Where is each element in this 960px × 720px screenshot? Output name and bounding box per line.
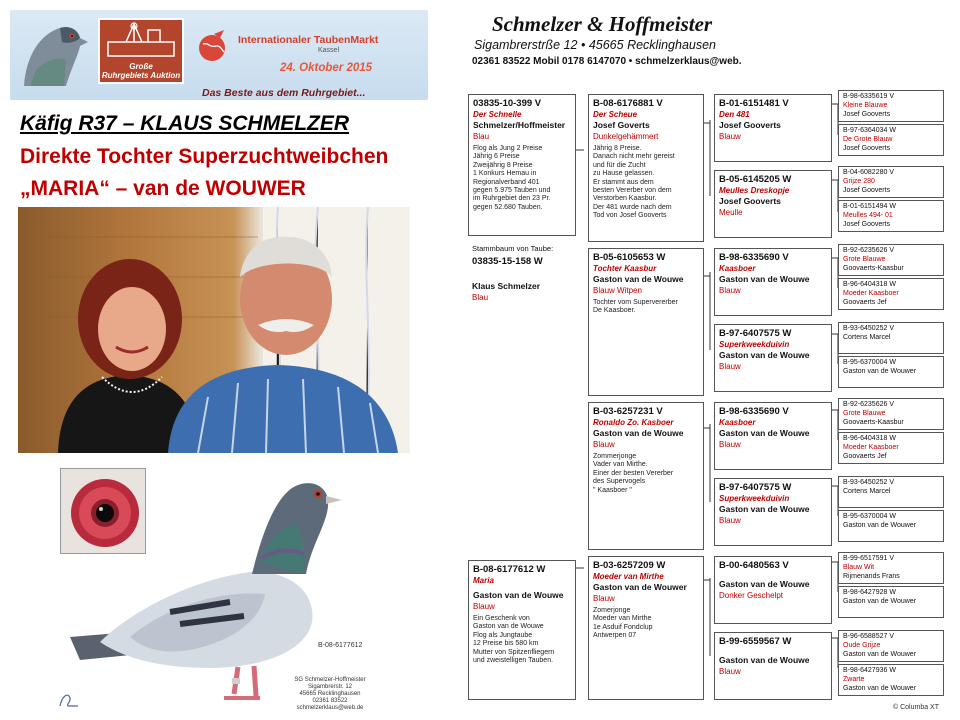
description-line-1: Direkte Tochter Superzuchtweibchen bbox=[20, 145, 389, 168]
pigeon-owner: Josef Gooverts bbox=[719, 196, 781, 206]
ring-number: B-95-6370004 W bbox=[843, 513, 896, 520]
pedigree-gen2-box bbox=[588, 402, 704, 550]
ring-number: B-04-6082280 V bbox=[843, 169, 894, 176]
note-line: Danach nicht mehr gereist bbox=[593, 153, 675, 161]
pigeon-owner: Goovaerts Jef bbox=[843, 299, 887, 306]
pigeon-name: Grote Blauwe bbox=[843, 256, 886, 263]
bird-ring-label: B-08-6177612 bbox=[318, 642, 363, 649]
pigeon-color: Blauw bbox=[719, 132, 741, 141]
ring-number: B-98-6335690 V bbox=[719, 252, 789, 263]
pigeon-owner: Josef Gooverts bbox=[843, 221, 891, 228]
pigeon-color: Dunkelgehämmert bbox=[593, 132, 659, 141]
pedigree-gen3-box bbox=[714, 170, 832, 238]
note-line: Gaston van de Wouwe bbox=[473, 623, 544, 631]
note-line: Regionalverband 401 bbox=[473, 178, 540, 186]
note-line: besten Vererber von dem bbox=[593, 187, 672, 195]
note-line: gegen 5.975 Tauben und bbox=[473, 187, 551, 195]
pigeon-name: Moeder Kaasboer bbox=[843, 290, 899, 297]
pedigree-mother bbox=[468, 560, 576, 700]
breeders-photo bbox=[18, 207, 410, 453]
note-line: Verstorben Kaasbur. bbox=[593, 195, 657, 203]
pigeon-name: Superkweekduivin bbox=[719, 340, 790, 349]
ring-number: B-08-6176881 V bbox=[593, 98, 663, 109]
ring-number: B-98-6427936 W bbox=[843, 667, 896, 674]
pedigree-subject bbox=[468, 240, 576, 556]
pedigree-gen3-box bbox=[714, 402, 832, 470]
ring-number: B-01-6151494 W bbox=[843, 203, 896, 210]
pigeon-owner: Goovaerts-Kaasbur bbox=[843, 419, 904, 426]
pigeon-color: Blauw bbox=[719, 362, 741, 371]
pigeon-name: Den 481 bbox=[719, 110, 750, 119]
pedigree-gen4-box bbox=[838, 552, 944, 584]
pigeon-head-logo bbox=[16, 16, 90, 88]
ring-number: B-03-6257231 V bbox=[593, 406, 663, 417]
note-line: Flog als Jung 2 Preise bbox=[473, 145, 543, 152]
ring-number: B-00-6480563 V bbox=[719, 560, 789, 571]
market-date: 24. Oktober 2015 bbox=[280, 62, 373, 74]
pigeon-owner: Josef Gooverts bbox=[719, 120, 781, 130]
pigeon-owner: Gaston van de Wouwer bbox=[843, 368, 917, 375]
ring-number: B-96-6404318 W bbox=[843, 281, 896, 288]
pigeon-owner: Gaston van de Wouwer bbox=[843, 522, 917, 529]
note-line: des Supervogels bbox=[593, 478, 646, 486]
pigeon-name: Tochter Kaasbur bbox=[593, 264, 657, 273]
pigeon-color: Meulle bbox=[719, 208, 743, 217]
pedigree-gen2-box bbox=[588, 94, 704, 242]
pedigree-father bbox=[468, 94, 576, 236]
pigeon-name: Meulles 494- 01 bbox=[843, 212, 893, 219]
description-line-2: „MARIA“ – van de WOUWER bbox=[20, 177, 306, 200]
pigeon-name: Oude Grijze bbox=[843, 642, 881, 649]
pigeon-owner: Josef Goverts bbox=[593, 120, 650, 130]
ring-number: B-05-6105653 W bbox=[593, 252, 666, 263]
pedigree-gen4-box bbox=[838, 200, 944, 232]
pigeon-color: Blauw bbox=[719, 516, 741, 525]
pedigree-gen3-box bbox=[714, 478, 832, 546]
note-line: Zweijährig 8 Preise bbox=[473, 161, 533, 169]
pigeon-color: Blau bbox=[472, 293, 489, 302]
note-line: " Kaasboer " bbox=[593, 486, 632, 494]
pedigree-gen3-box bbox=[714, 94, 832, 162]
pedigree-gen3-box bbox=[714, 632, 832, 700]
pigeon-owner: Gaston van de Wouwer bbox=[843, 598, 917, 605]
note-line: Zomerjonge bbox=[593, 607, 631, 614]
pigeon-owner: Gaston van de Wouwe bbox=[719, 428, 810, 438]
note-line: Flog als Jungtaube bbox=[473, 631, 533, 639]
note-line: Der 481 wurde nach dem bbox=[593, 203, 672, 211]
pigeon-owner: Schmelzer/Hoffmeister bbox=[473, 120, 566, 130]
pigeon-name: Kaasboer bbox=[719, 264, 756, 273]
pigeon-name: Grijze 280 bbox=[843, 178, 875, 185]
pigeon-color: Blau bbox=[473, 132, 490, 141]
pigeon-owner: Cortens Marcel bbox=[843, 334, 891, 341]
note-line: Moeder van Mirthe bbox=[593, 615, 652, 623]
pigeon-notes bbox=[473, 615, 571, 665]
pigeon-name: Maria bbox=[473, 576, 494, 585]
bird-caption bbox=[275, 677, 385, 712]
pigeon-color: Blauw bbox=[593, 440, 615, 449]
ring-number: 03835-10-399 V bbox=[473, 98, 542, 109]
note-line: Tochter vom Supervererber bbox=[593, 299, 678, 306]
mine-tower-icon bbox=[100, 20, 182, 60]
note-line: Jährig 6 Preise bbox=[473, 153, 520, 161]
pigeon-color: Blauw bbox=[473, 602, 495, 611]
pigeon-notes bbox=[473, 145, 571, 212]
pigeon-notes bbox=[593, 299, 699, 316]
ring-number: B-92-6235626 V bbox=[843, 247, 894, 254]
copyright-label: © Columba XT bbox=[893, 704, 940, 711]
pigeon-color: Donker Geschelpt bbox=[719, 591, 784, 600]
ring-number: B-03-6257209 W bbox=[593, 560, 666, 571]
note-line: Tod von Josef Gooverts bbox=[593, 212, 667, 220]
cage-title: Käfig R37 – KLAUS SCHMELZER bbox=[20, 112, 350, 135]
pedigree-address: Sigambrerstrße 12 • 45665 Recklinghausen bbox=[474, 38, 717, 52]
note-line: Zommerjonge bbox=[593, 453, 637, 460]
pigeon-owner: Gaston van de Wouwe bbox=[719, 579, 810, 589]
pigeon-owner: Josef Gooverts bbox=[843, 145, 891, 152]
note-line: 1e Asduif Fondclup bbox=[593, 623, 653, 631]
note-line: und zweistelligen Tauben. bbox=[473, 657, 554, 665]
note-line: 12 Preise bis 580 km bbox=[473, 640, 539, 648]
pedigree-gen3-box bbox=[714, 556, 832, 624]
ring-number: B-01-6151481 V bbox=[719, 98, 789, 109]
pigeon-owner: Gaston van de Wouwe bbox=[719, 350, 810, 360]
pedigree-gen2-box bbox=[588, 556, 704, 700]
pigeon-owner: Rijmenands Frans bbox=[843, 573, 900, 580]
pigeon-owner: Josef Gooverts bbox=[843, 111, 891, 118]
pigeon-owner: Gaston van de Wouwe bbox=[719, 504, 810, 514]
pigeon-notes bbox=[593, 607, 699, 641]
ring-number: B-05-6145205 W bbox=[719, 174, 792, 185]
pigeon-color: Blauw bbox=[719, 440, 741, 449]
pedigree-gen4-box bbox=[838, 510, 944, 542]
pedigree-gen4-box bbox=[838, 664, 944, 696]
note-line: Ein Geschenk von bbox=[473, 615, 530, 622]
pigeon-color: Blauw Witpen bbox=[593, 286, 642, 295]
pigeon-owner: Josef Gooverts bbox=[843, 187, 891, 194]
ring-number: B-99-6559567 W bbox=[719, 636, 792, 647]
pedigree-gen4-box bbox=[838, 586, 944, 618]
note-line: 1 Konkurs Hemau in bbox=[473, 170, 537, 178]
ring-number: B-93-6450252 V bbox=[843, 479, 894, 486]
pedigree-gen4-box bbox=[838, 124, 944, 156]
ring-number: B-98-6427928 W bbox=[843, 589, 896, 596]
pigeon-illustration bbox=[60, 462, 363, 712]
pedigree-gen4-box bbox=[838, 630, 944, 662]
note-line: Jährig 8 Preise. bbox=[593, 145, 642, 152]
auction-logo bbox=[98, 18, 184, 84]
globe-dove-icon bbox=[194, 28, 230, 64]
caption-line: schmelzerklaus@web.de bbox=[296, 705, 364, 711]
pigeon-name: Zwarte bbox=[843, 676, 865, 683]
pigeon-owner: Gaston van de Wouwe bbox=[593, 274, 684, 284]
pigeon-name: Ronaldo Zo. Kasboer bbox=[593, 418, 674, 427]
pigeon-owner: Gaston van de Wouwer bbox=[593, 582, 687, 592]
pigeon-owner: Gaston van de Wouwe bbox=[719, 274, 810, 284]
note-line: Vader van Mirthe. bbox=[593, 461, 648, 469]
pigeon-owner: Gaston van de Wouwer bbox=[843, 651, 917, 658]
pedigree-gen4-box bbox=[838, 356, 944, 388]
pigeon-color: Blauw bbox=[719, 286, 741, 295]
pedigree-gen4-box bbox=[838, 90, 944, 122]
ring-number: B-96-6588527 V bbox=[843, 633, 894, 640]
note-line: zu Hause gelassen. bbox=[593, 170, 655, 178]
pedigree-contact: 02361 83522 Mobil 0178 6147070 • schmelzerklaus@web. bbox=[472, 56, 742, 67]
pedigree-gen4-box bbox=[838, 166, 944, 198]
pigeon-owner: Gaston van de Wouwer bbox=[843, 685, 917, 692]
pigeon-color: Blauw bbox=[719, 667, 741, 676]
pedigree-gen4-box bbox=[838, 398, 944, 430]
signature-icon bbox=[56, 688, 82, 710]
pigeon-name: Moeder van Mirthe bbox=[593, 572, 664, 581]
pedigree-gen3-box bbox=[714, 324, 832, 392]
pigeon-name: Der Schnelle bbox=[473, 110, 522, 119]
note-line: De Kaasboer. bbox=[593, 307, 636, 315]
pigeon-owner: Gaston van de Wouwe bbox=[473, 590, 564, 600]
pigeon-notes bbox=[593, 145, 699, 221]
ring-number: B-08-6177612 W bbox=[473, 564, 546, 575]
pedigree-gen4-box bbox=[838, 278, 944, 310]
pigeon-color: Blauw bbox=[593, 594, 615, 603]
ring-number: B-95-6370004 W bbox=[843, 359, 896, 366]
caption-line: Sigambrerstr. 12 bbox=[307, 684, 353, 690]
pigeon-name: De Grote Blauw bbox=[843, 136, 893, 143]
banner-slogan: Das Beste aus dem Ruhrgebiet... bbox=[202, 87, 366, 99]
pigeon-name: Kleine Blauwe bbox=[843, 102, 888, 109]
caption-line: 45665 Recklinghausen bbox=[299, 691, 361, 697]
note-line: Mutter von Spitzenfliegern bbox=[473, 648, 555, 656]
note-line: und für die Zucht bbox=[593, 161, 646, 169]
ring-number: B-96-6404318 W bbox=[843, 435, 896, 442]
pigeon-owner: Klaus Schmelzer bbox=[472, 281, 541, 291]
ring-number: B-99-6517591 V bbox=[843, 555, 894, 562]
pedigree-gen4-box bbox=[838, 322, 944, 354]
ring-number: 03835-15-158 W bbox=[472, 256, 543, 267]
ring-number: B-98-6335619 V bbox=[843, 93, 894, 100]
caption-line: 02361 83522 bbox=[312, 698, 348, 704]
note-line: Antwerpen 07 bbox=[593, 632, 637, 640]
note-line: gegen 52.680 Tauben. bbox=[473, 203, 543, 211]
pigeon-owner: Cortens Marcel bbox=[843, 488, 891, 495]
pigeon-name: Grote Blauwe bbox=[843, 410, 886, 417]
pigeon-notes bbox=[593, 453, 699, 495]
couple-illustration bbox=[18, 207, 410, 453]
ring-number: B-97-6364034 W bbox=[843, 127, 896, 134]
ring-number: B-97-6407575 W bbox=[719, 482, 792, 493]
market-city: Kassel bbox=[318, 47, 340, 54]
pigeon-owner: Gaston van de Wouwe bbox=[593, 428, 684, 438]
note-line: Er stammt aus dem bbox=[593, 178, 654, 186]
stammbaum-label: Stammbaum von Taube: bbox=[472, 244, 554, 253]
pigeon-name: Kaasboer bbox=[719, 418, 756, 427]
pigeon-owner: Goovaerts-Kaasbur bbox=[843, 265, 904, 272]
market-title: Internationaler TaubenMarkt bbox=[238, 34, 379, 46]
caption-line: SG Schmelzer-Hoffmeister bbox=[294, 677, 366, 683]
pedigree-breeder-name: Schmelzer & Hoffmeister bbox=[492, 12, 713, 36]
pedigree-gen3-box bbox=[714, 248, 832, 316]
pedigree-gen4-box bbox=[838, 244, 944, 276]
pedigree-gen4-box bbox=[838, 432, 944, 464]
pigeon-name: Moeder Kaasboer bbox=[843, 444, 899, 451]
ring-number: B-93-6450252 V bbox=[843, 325, 894, 332]
note-line: Einer der besten Vererber bbox=[593, 469, 674, 477]
ring-number: B-97-6407575 W bbox=[719, 328, 792, 339]
note-line: im Ruhrgebiet den 23 Pr. bbox=[473, 195, 551, 203]
pigeon-name: Superkweekduivin bbox=[719, 494, 790, 503]
pedigree-gen2-box bbox=[588, 248, 704, 396]
pigeon-name: Der Scheue bbox=[593, 110, 638, 119]
auction-logo-label: Große Ruhrgebiets Auktion bbox=[101, 62, 181, 80]
pigeon-name: Meulles Dreskopje bbox=[719, 186, 790, 195]
pigeon-name: Blauw Wit bbox=[843, 564, 875, 571]
pigeon-owner: Goovaerts Jef bbox=[843, 453, 887, 460]
auction-banner bbox=[10, 10, 428, 100]
pedigree-gen4-box bbox=[838, 476, 944, 508]
pigeon-owner: Gaston van de Wouwe bbox=[719, 655, 810, 665]
ring-number: B-98-6335690 V bbox=[719, 406, 789, 417]
ring-number: B-92-6235626 V bbox=[843, 401, 894, 408]
